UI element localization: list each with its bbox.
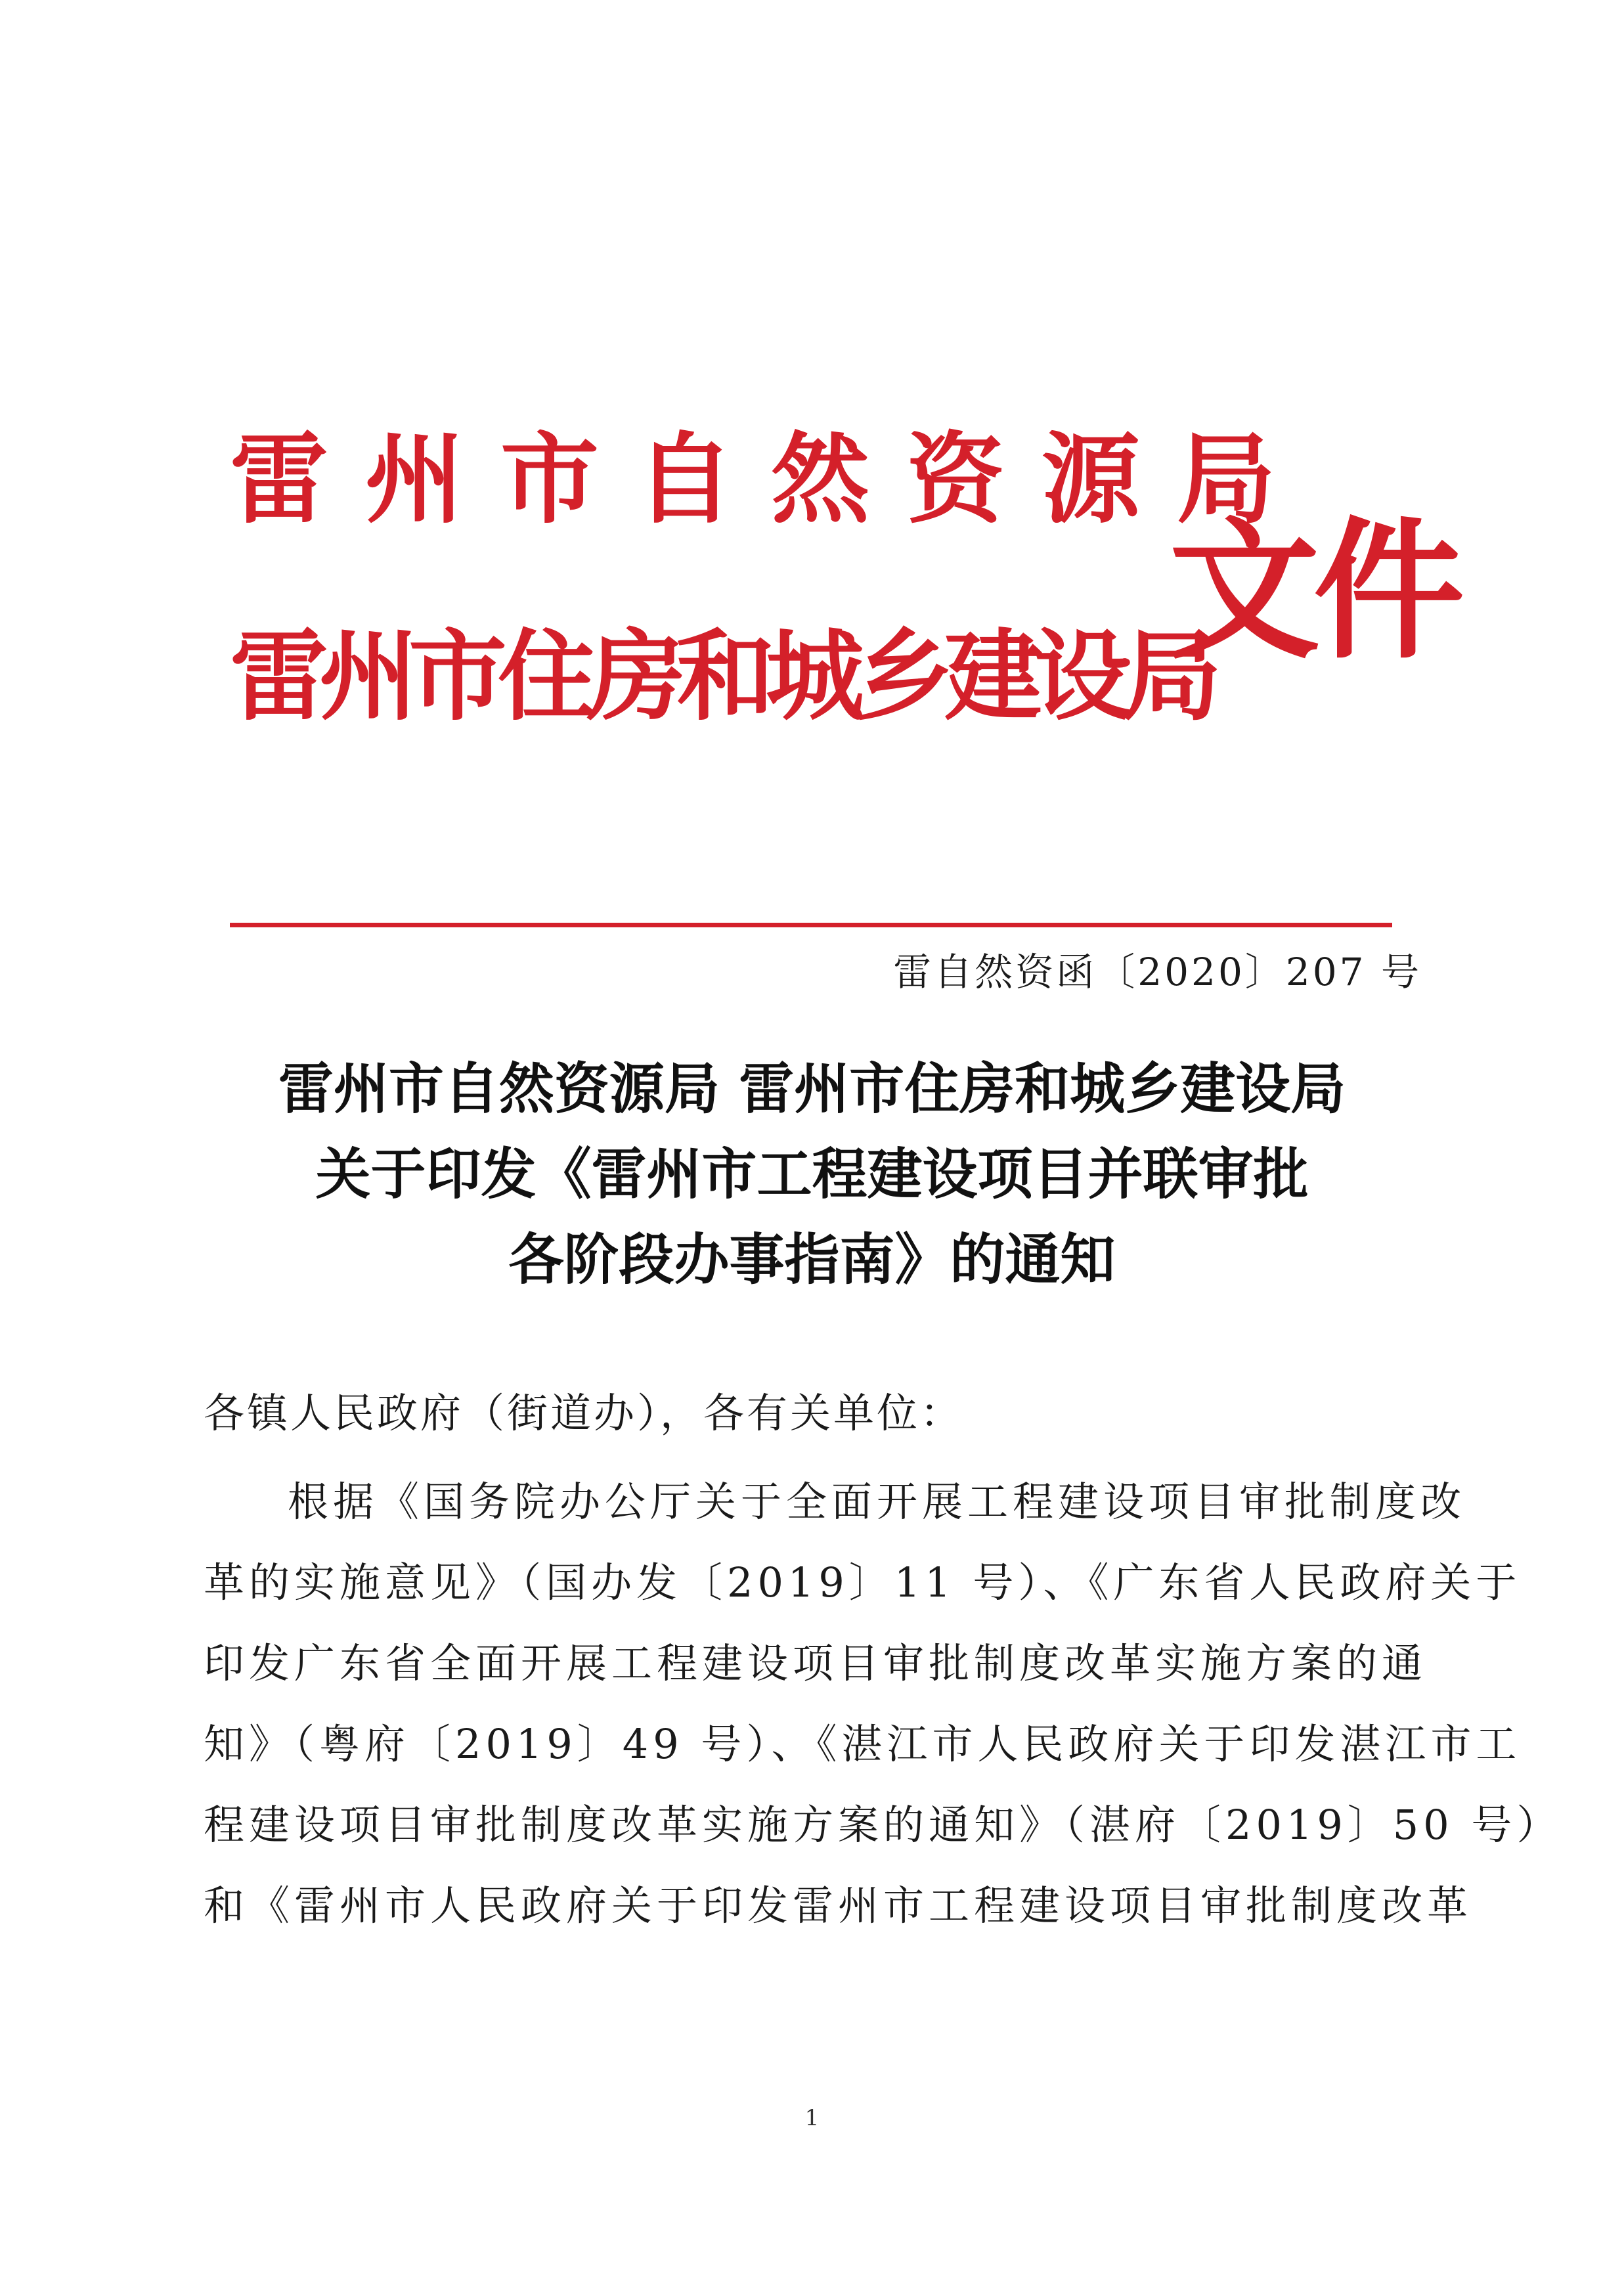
document-number: 雷自然资函〔2020〕207 号: [893, 950, 1422, 994]
body-paragraph-line: 和《雷州市人民政府关于印发雷州市工程建设项目审批制度改革: [204, 1882, 1473, 1930]
document-type-label: 文件: [1169, 502, 1459, 680]
issuer-name-housing-construction: 雷州市住房和城乡建设局: [230, 619, 1213, 734]
notice-title-line-2: 关于印发《雷州市工程建设项目并联审批: [315, 1142, 1309, 1206]
header-divider: [230, 923, 1392, 927]
body-paragraph-line: 印发广东省全面开展工程建设项目审批制度改革实施方案的通: [204, 1639, 1428, 1687]
issuer-name-natural-resources: 雷州市自然资源局: [230, 422, 1313, 537]
body-paragraph-line: 根据《国务院办公厅关于全面开展工程建设项目审批制度改: [288, 1478, 1466, 1526]
document-header: [223, 414, 1459, 749]
salutation: 各镇人民政府（街道办），各有关单位：: [204, 1389, 964, 1437]
page-number: 1: [804, 2105, 820, 2131]
notice-title-line-1: 雷州市自然资源局 雷州市住房和城乡建设局: [278, 1057, 1346, 1121]
notice-title-line-3: 各阶段办事指南》的通知: [508, 1227, 1116, 1292]
body-paragraph-line: 革的实施意见》（国办发〔2019〕11 号）、《广东省人民政府关于: [204, 1558, 1522, 1606]
body-paragraph-line: 知》（粤府〔2019〕49 号）、《湛江市人民政府关于印发湛江市工: [204, 1720, 1522, 1768]
body-paragraph-line: 程建设项目审批制度改革实施方案的通知》（湛府〔2019〕50 号）: [204, 1801, 1562, 1849]
